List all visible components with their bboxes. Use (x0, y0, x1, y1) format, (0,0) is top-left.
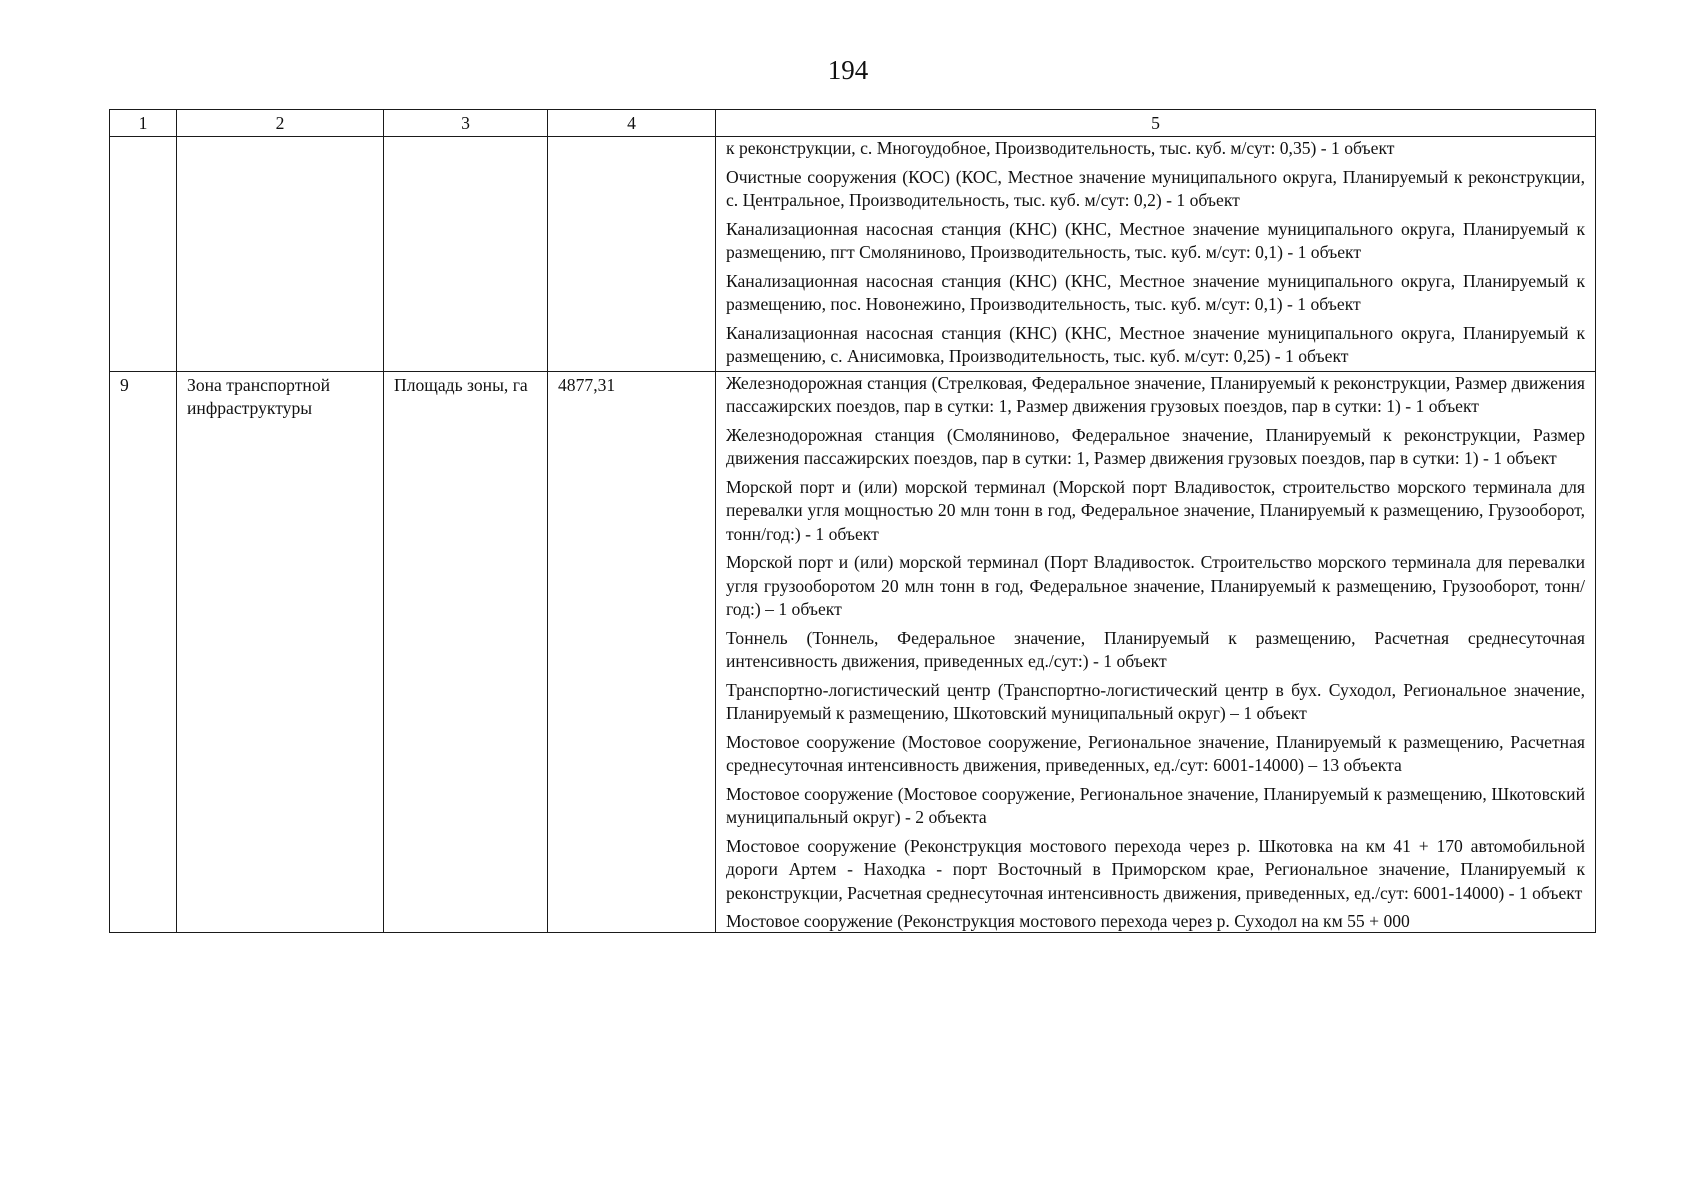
table-row-continued (110, 137, 1596, 372)
object-entry: Канализационная насосная станция (КНС) (КНС, Местное значение муниципального округа, Планируемый к размещению, пгт Смоляниново, Производительность, тыс. куб. м/сут: 0,1) - 1 объект (726, 218, 1585, 262)
column-header-5: 5 (716, 110, 1596, 137)
object-entry: Морской порт и (или) морской терминал (Морской порт Владивосток, строительство морского терминала для перевалки угля мощностью 20 млн тонн в год, Федеральное значение, Планируемый к размещению, Грузооборот, тонн/год:) - 1 объект (726, 476, 1585, 544)
empty-cell (110, 137, 177, 372)
object-entry: Транспортно-логистический центр (Транспортно-логистический центр в бух. Суходол, Региональное значение, Планируемый к размещению, Шкотовский муниципальный округ) – 1 объект (726, 679, 1585, 723)
empty-cell (548, 137, 716, 372)
table-row-zone-9 (110, 371, 1596, 933)
object-entry: Канализационная насосная станция (КНС) (КНС, Местное значение муниципального округа, Планируемый к размещению, с. Анисимовка, Производительность, тыс. куб. м/сут: 0,25) - 1 объект (726, 322, 1585, 366)
indicator-cell: Площадь зоны, га (384, 371, 548, 933)
empty-cell (384, 137, 548, 372)
zone-name-cell: Зона транспортной инфраструктуры (177, 371, 384, 933)
object-entry: Морской порт и (или) морской терминал (Порт Владивосток. Строительство морского терминала для перевалки угля грузооборотом 20 млн тонн в год, Федеральное значение, Планируемый к размещению, Грузооборот, тонн/год:) – 1 объект (726, 552, 1585, 619)
object-entry: Канализационная насосная станция (КНС) (КНС, Местное значение муниципального округа, Планируемый к размещению, пос. Новонежино, Производительность, тыс. куб. м/сут: 0,1) - 1 объект (726, 270, 1585, 314)
object-entry: Тоннель (Тоннель, Федеральное значение, Планируемый к размещению, Расчетная среднесуточная интенсивность движения, приведенных ед./сут:) - 1 объект (726, 627, 1585, 671)
object-entry: Мостовое сооружение (Мостовое сооружение, Региональное значение, Планируемый к размещению, Расчетная среднесуточная интенсивность движения, приведенных, ед./сут: 6001-14000) – 13 объекта (726, 731, 1585, 775)
object-entry: Мостовое сооружение (Реконструкция мостового перехода через р. Шкотовка на км 41 + 170 автомобильной дороги Артем - Находка - порт Восточный в Приморском крае, Региональное значение, Планируемый к реконструкции, Расчетная среднесуточная интенсивность движения, приведенных, ед./сут: 6001-14000) - 1 объект (726, 835, 1585, 903)
empty-cell (177, 137, 384, 372)
document-table (109, 109, 1596, 933)
object-entry: к реконструкции, с. Многоудобное, Производительность, тыс. куб. м/сут: 0,35) - 1 объект (726, 138, 1395, 158)
page-number: 194 (827, 55, 869, 85)
row-number-cell: 9 (110, 371, 177, 933)
column-header-4: 4 (548, 110, 716, 137)
object-entry: Очистные сооружения (КОС) (КОС, Местное значение муниципального округа, Планируемый к реконструкции, с. Центральное, Производительность, тыс. куб. м/сут: 0,2) - 1 объект (726, 166, 1585, 210)
column-number-row (110, 110, 1596, 137)
object-entry: Железнодорожная станция (Смоляниново, Федеральное значение, Планируемый к реконструкции, Размер движения пассажирских поездов, пар в сутки: 1, Размер движения грузовых поездов, пар в сутки: 1) - 1 объект (726, 424, 1585, 468)
value-cell: 4877,31 (548, 371, 716, 933)
objects-cell (716, 371, 1596, 933)
objects-cell (716, 137, 1596, 372)
object-entry: Мостовое сооружение (Мостовое сооружение, Региональное значение, Планируемый к размещению, Шкотовский муниципальный округ) - 2 объекта (726, 783, 1585, 827)
column-header-2: 2 (177, 110, 384, 137)
column-header-1: 1 (110, 110, 177, 137)
object-entry: Железнодорожная станция (Стрелковая, Федеральное значение, Планируемый к реконструкции, Размер движения пассажирских поездов, пар в сутки: 1, Размер движения грузовых поездов, пар в сутки: 1) - 1 объект (726, 372, 1585, 416)
object-entry: Мостовое сооружение (Реконструкция мостового перехода через р. Суходол на км 55 + 000 (726, 911, 1410, 931)
column-header-3: 3 (384, 110, 548, 137)
